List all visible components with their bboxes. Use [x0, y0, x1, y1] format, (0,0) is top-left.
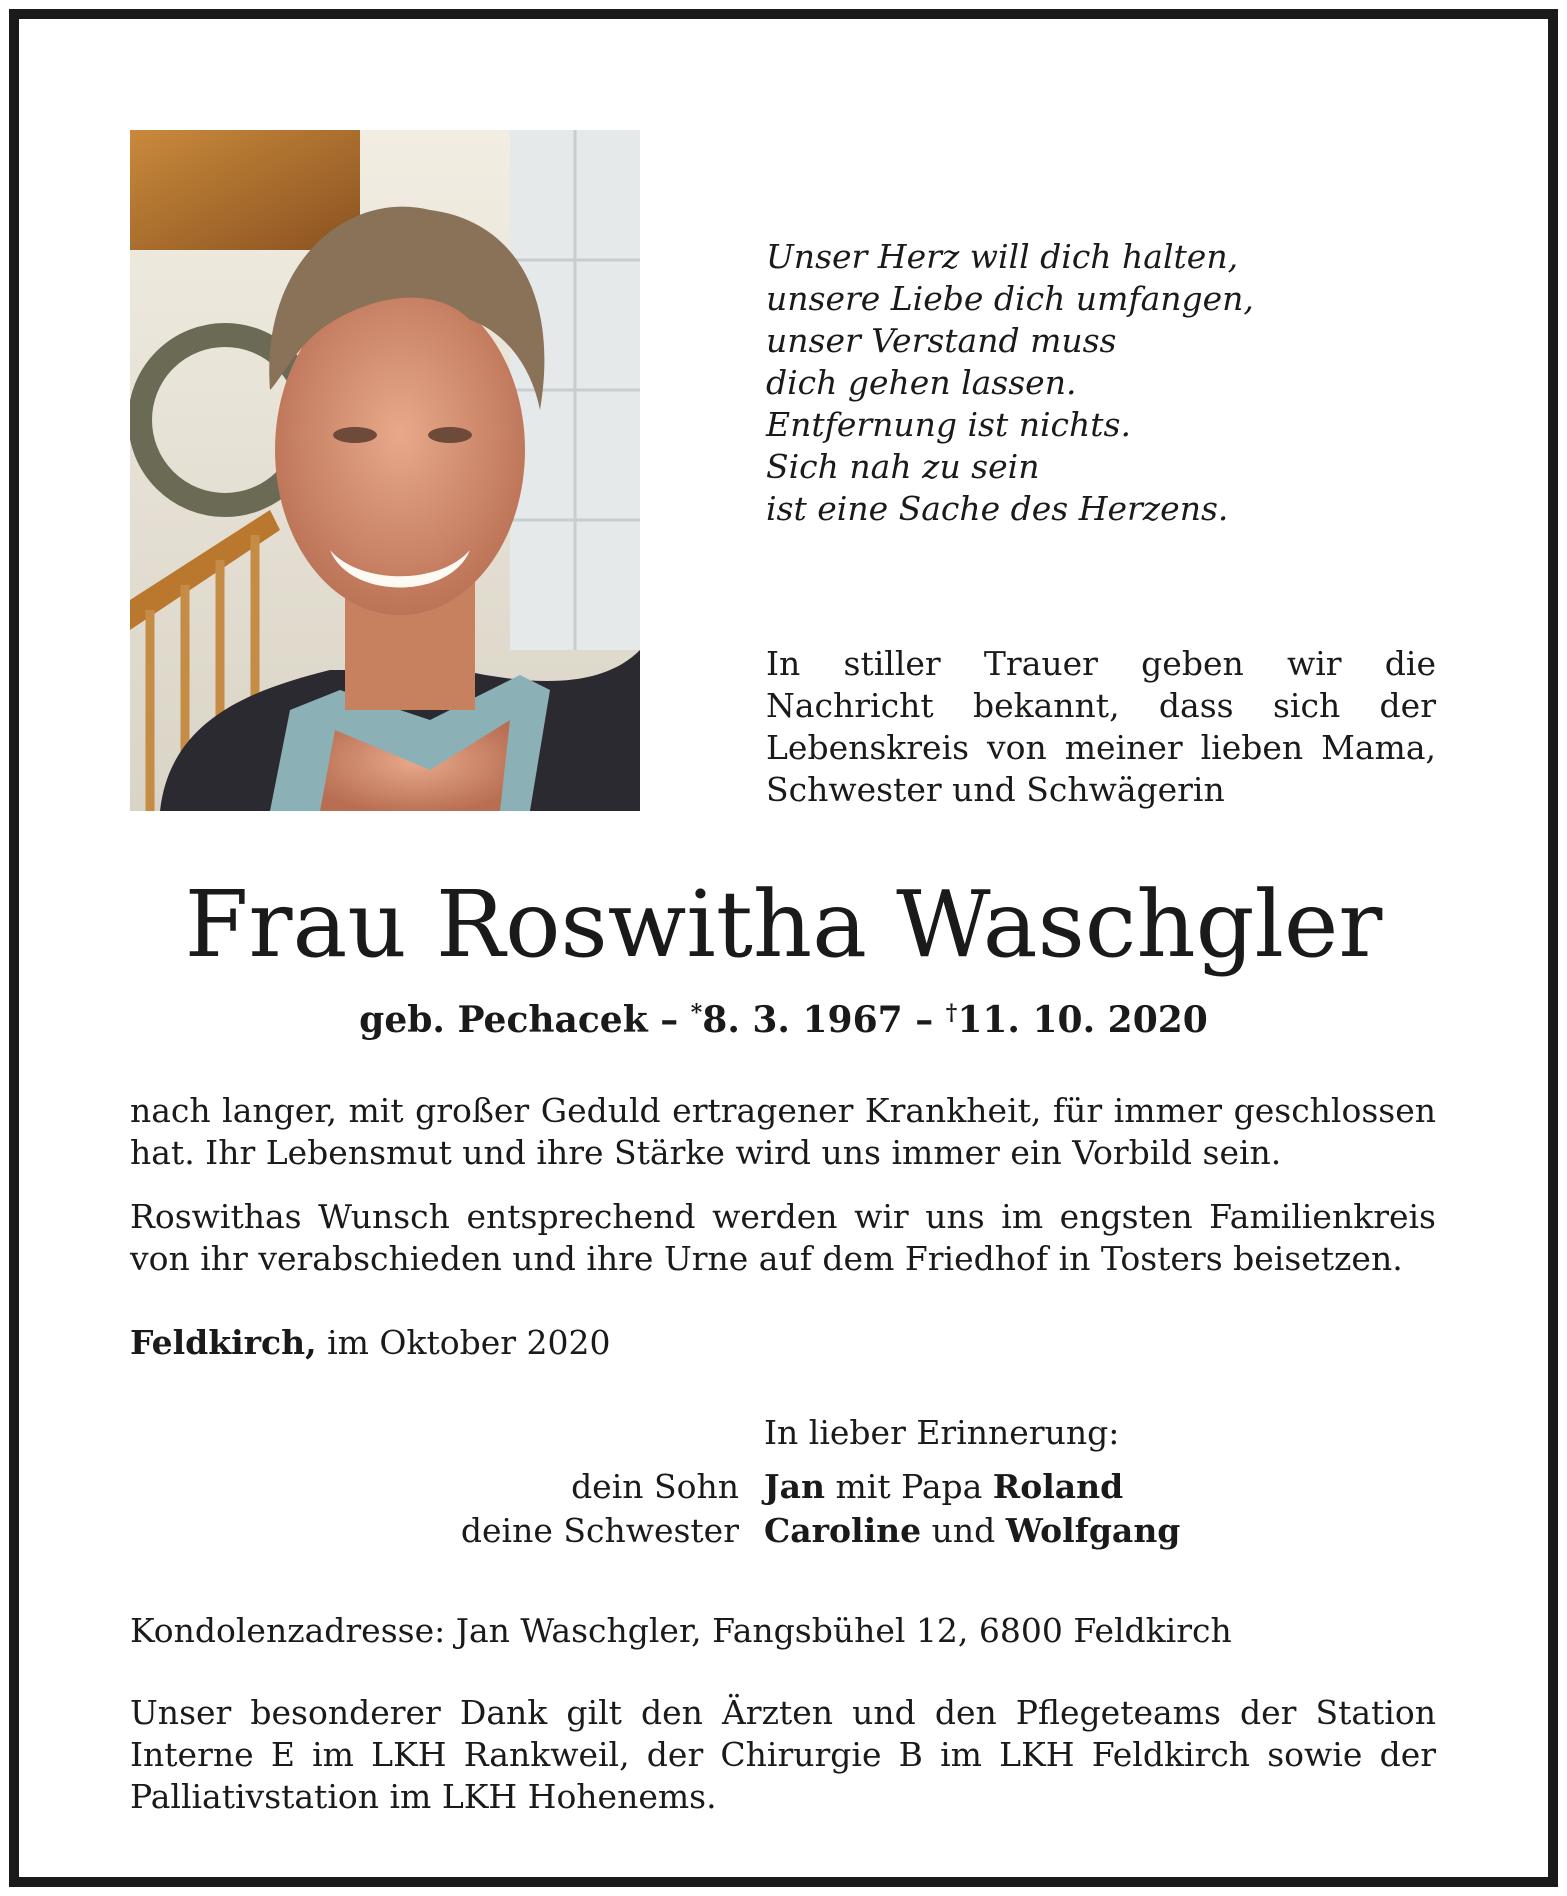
poem-line: unsere Liebe dich umfangen,	[766, 279, 1254, 318]
dash: –	[660, 999, 679, 1041]
memory-heading: In lieber Erinnerung:	[764, 1413, 1120, 1452]
death-symbol: †	[945, 1000, 958, 1026]
death-date: 11. 10. 2020	[957, 999, 1208, 1041]
relative-connector: mit Papa	[835, 1467, 983, 1506]
poem	[766, 236, 1466, 530]
place-city: Feldkirch,	[130, 1323, 317, 1362]
poem-line: Unser Herz will dich halten,	[766, 237, 1239, 276]
dash: –	[915, 999, 934, 1041]
relative-name: Jan	[764, 1467, 825, 1506]
relative-label-son: dein Sohn	[571, 1467, 739, 1506]
deceased-name: Frau Roswitha Waschgler	[184, 871, 1383, 978]
thanks-paragraph: Unser besonderer Dank gilt den Ärzten und den Pflegeteams der Station Interne E im LKH Rankweil, der Chirurgie B im LKH Feldkirch sowie der Palliativstation im LKH Hohenems.	[130, 1693, 1436, 1816]
relative-names-son	[764, 1466, 1123, 1508]
birth-symbol: *	[690, 1000, 703, 1026]
place-month: im Oktober 2020	[327, 1323, 611, 1362]
poem-line: dich gehen lassen.	[766, 363, 1077, 402]
poem-line: Sich nah zu sein	[766, 447, 1040, 486]
birth-date: 8. 3. 1967	[702, 999, 903, 1041]
poem-line: ist eine Sache des Herzens.	[766, 489, 1229, 528]
relative-connector: und	[931, 1511, 996, 1550]
relative-name: Caroline	[764, 1511, 922, 1550]
relative-name: Roland	[992, 1467, 1124, 1506]
intro-text: In stiller Trauer geben wir die Nachricht bekannt, dass sich der Lebenskreis von meiner lieben Mama, Schwester und Schwägerin	[766, 644, 1436, 809]
life-dates	[0, 990, 1567, 1043]
portrait-photo	[130, 130, 640, 811]
poem-line: unser Verstand muss	[766, 321, 1117, 360]
relative-name: Wolfgang	[1005, 1511, 1181, 1550]
relative-label-sister: deine Schwester	[460, 1511, 739, 1550]
condolence-address: Kondolenzadresse: Jan Waschgler, Fangsbühel 12, 6800 Feldkirch	[130, 1611, 1232, 1650]
maiden-name: geb. Pechacek	[359, 999, 648, 1041]
paragraph-funeral: Roswithas Wunsch entsprechend werden wir uns im engsten Familienkreis von ihr verabschieden und ihre Urne auf dem Friedhof in Tosters beisetzen.	[130, 1197, 1436, 1278]
poem-line: Entfernung ist nichts.	[766, 405, 1131, 444]
place-date	[130, 1322, 611, 1364]
paragraph-illness: nach langer, mit großer Geduld ertragener Krankheit, für immer geschlossen hat. Ihr Lebensmut und ihre Stärke wird uns immer ein Vorbild sein.	[130, 1091, 1436, 1172]
relative-names-sister	[764, 1510, 1180, 1552]
